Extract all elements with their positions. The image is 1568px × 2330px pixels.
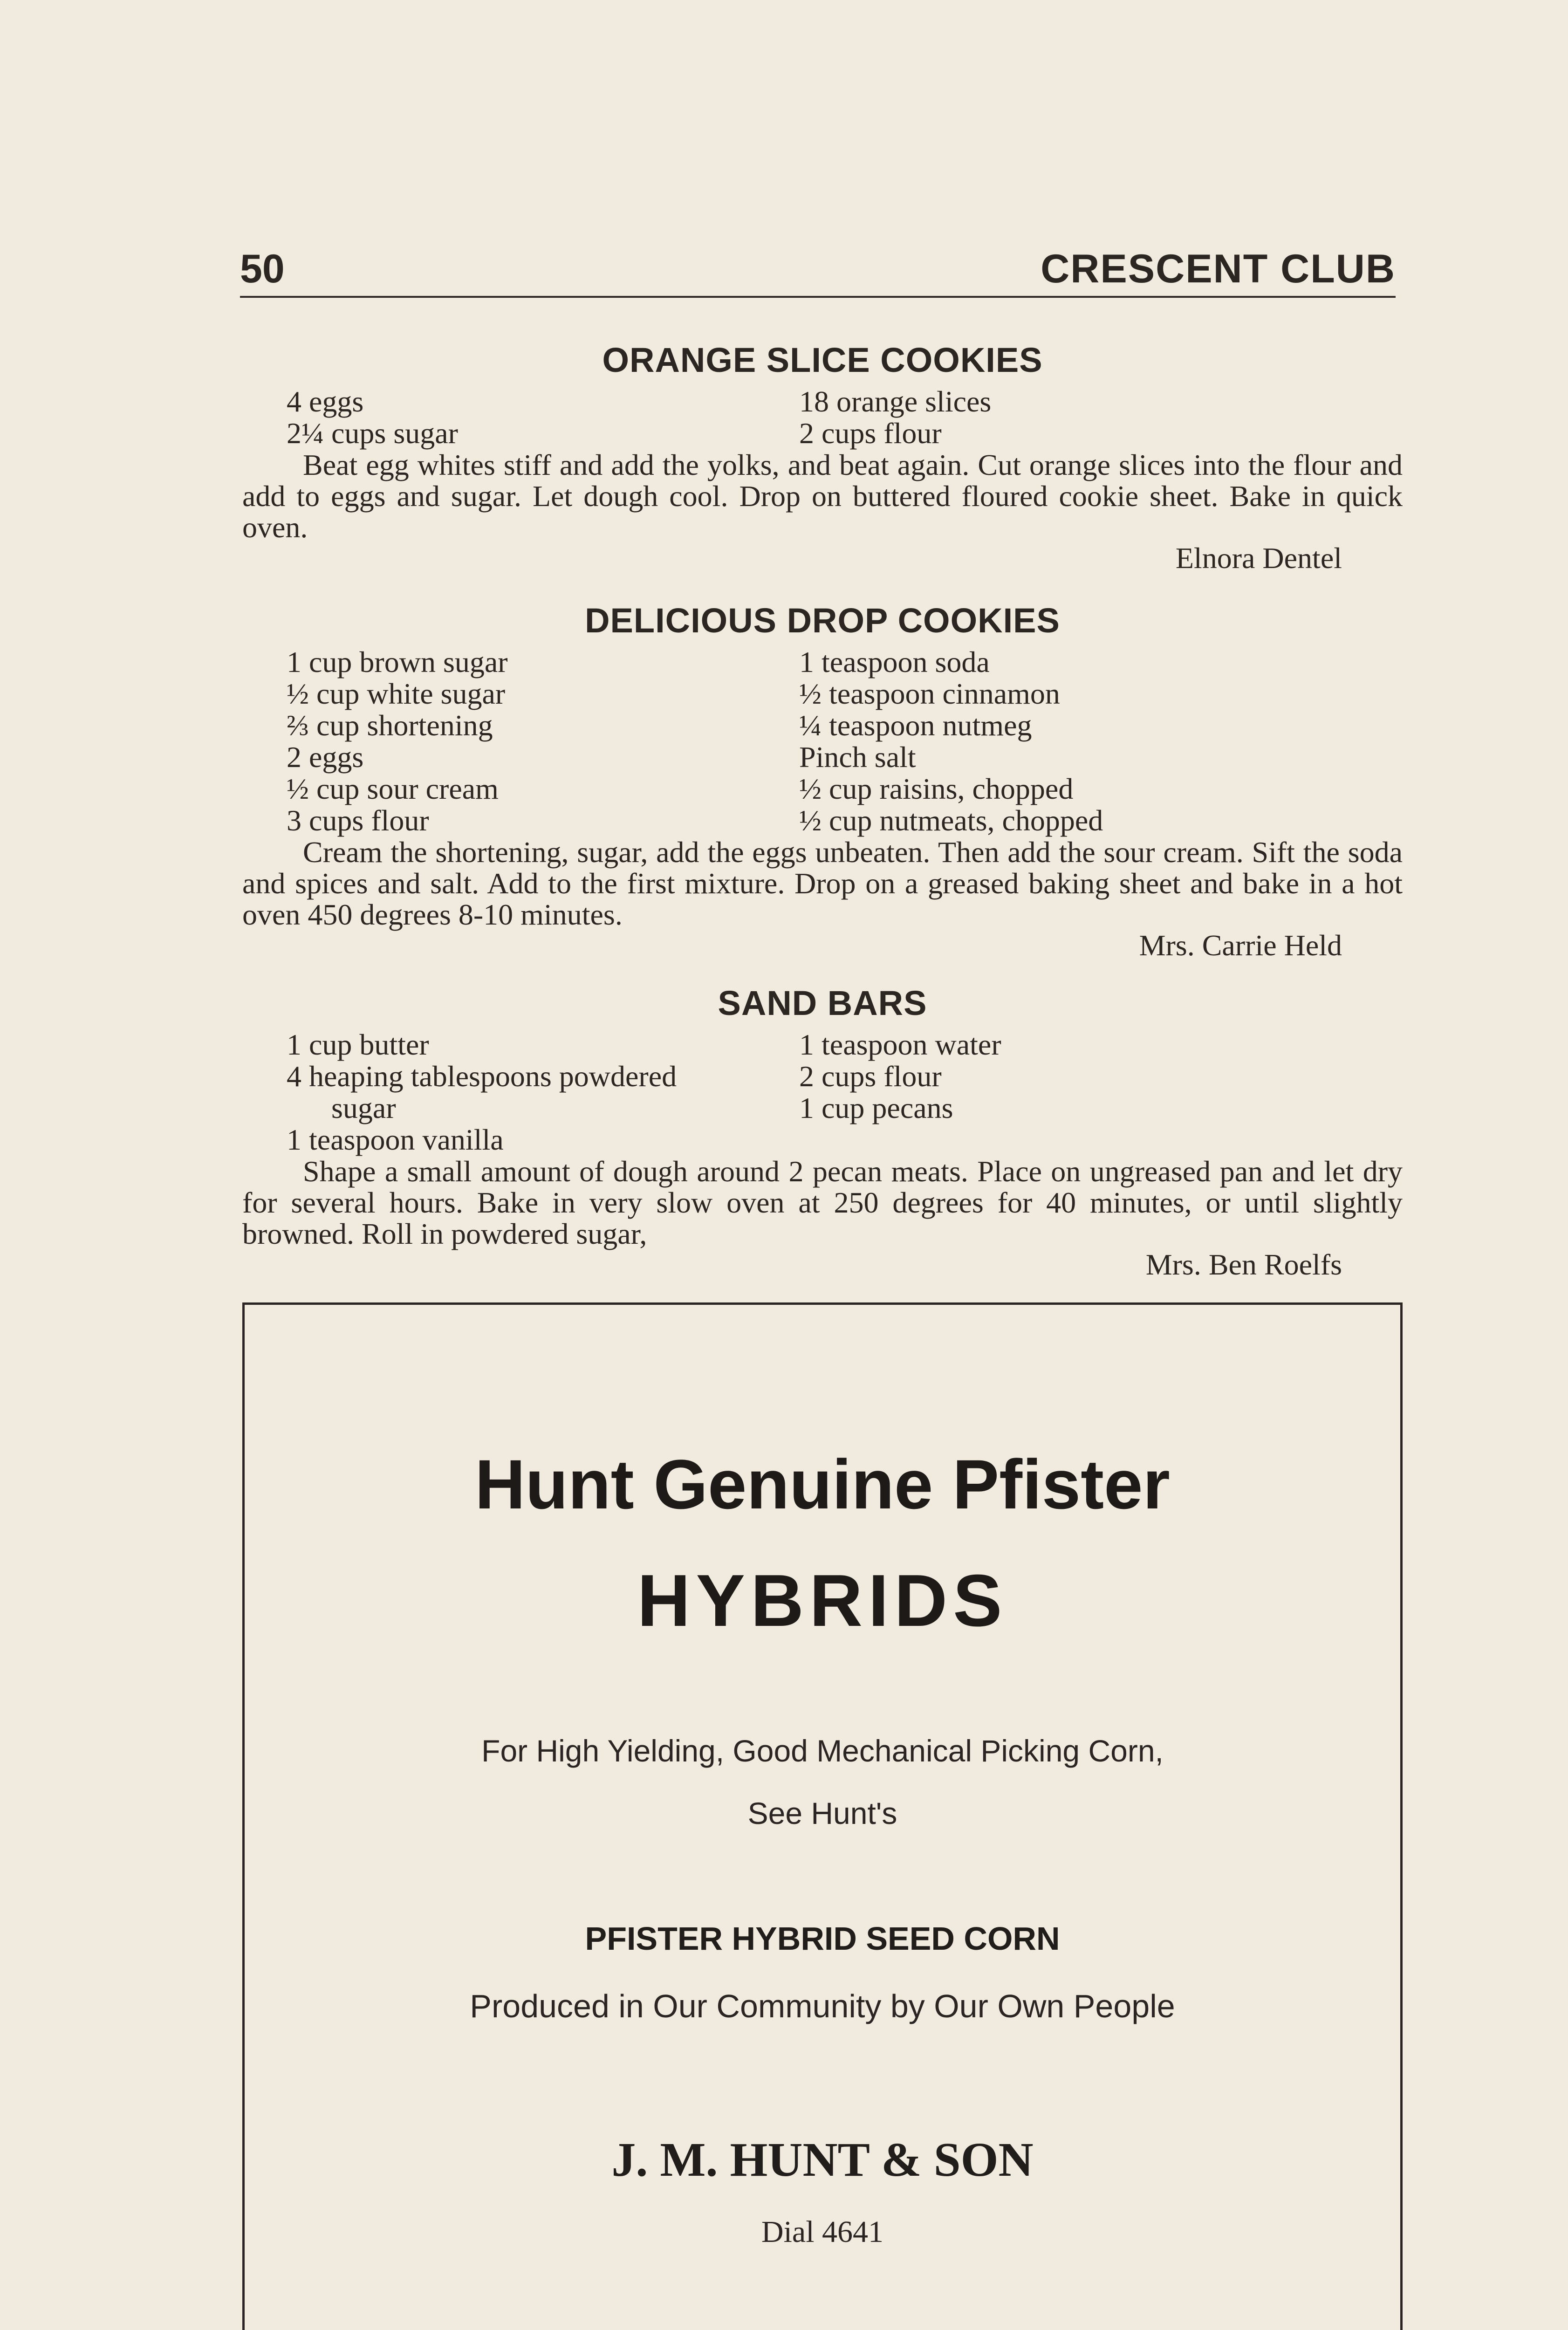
ingredient: sugar (287, 1091, 396, 1124)
ingredient: ⅔ cup shortening (287, 709, 493, 742)
ingredient: 2 eggs (287, 740, 364, 774)
ad-produced: Produced in Our Community by Our Own People (470, 1988, 1175, 2024)
ad-tagline-line-1: For High Yielding, Good Mechanical Picking Corn, (481, 1734, 1164, 1768)
recipe-author: Mrs. Carrie Held (1139, 929, 1342, 962)
ingredient: 1 cup butter (287, 1028, 429, 1061)
ad-product: HYBRIDS (637, 1560, 1008, 1642)
ingredients (242, 1029, 1403, 1156)
recipe-orange-slice-cookies (242, 335, 1403, 574)
ingredient: 1 teaspoon vanilla (287, 1123, 504, 1156)
ingredients (242, 646, 1403, 836)
ingredient: 2 cups flour (799, 417, 942, 450)
ingredients (242, 386, 1403, 449)
ingredients-left (242, 646, 799, 836)
recipe-title: DELICIOUS DROP COOKIES (585, 601, 1060, 640)
ingredient: ½ cup raisins, chopped (799, 772, 1074, 805)
recipe-delicious-drop-cookies (242, 595, 1403, 961)
recipe-directions: Beat egg whites stiff and add the yolks, and beat again. Cut orange slices into the flour and add to eggs and sugar. Let dough cool. Drop on buttered floured cookie sheet. Bake in quick oven. (242, 448, 1403, 544)
ingredient: 4 heaping tablespoons powdered (287, 1060, 677, 1093)
ad-seed-corn: PFISTER HYBRID SEED CORN (585, 1920, 1060, 1957)
ingredient: 2 cups flour (799, 1060, 942, 1093)
recipe-title: ORANGE SLICE COOKIES (602, 341, 1043, 379)
ad-dial: Dial 4641 (761, 2215, 884, 2249)
ingredients-right (799, 1029, 1403, 1156)
ingredients-right (799, 386, 1403, 449)
ingredient: 1 teaspoon water (799, 1028, 1001, 1061)
recipe-directions: Shape a small amount of dough around 2 pecan meats. Place on ungreased pan and let dry for several hours. Bake in very slow oven at 250 degrees for 40 minutes, or until slightly browned. Roll in powdered sugar, (242, 1155, 1403, 1250)
running-head: CRESCENT CLUB (1041, 247, 1396, 291)
ingredient: 2¼ cups sugar (287, 417, 458, 450)
ingredient: ½ cup white sugar (287, 677, 506, 710)
ingredient: 3 cups flour (287, 804, 429, 837)
ingredients-left (242, 1029, 799, 1156)
recipe-directions: Cream the shortening, sugar, add the eggs unbeaten. Then add the sour cream. Sift the soda and spices and salt. Add to the first mixture. Drop on a greased baking sheet and bake in a hot oven 450 degrees 8-10 minutes. (242, 836, 1403, 931)
ingredient: ½ teaspoon cinnamon (799, 677, 1060, 710)
page-header (240, 242, 1396, 298)
ad-brand: Hunt Genuine Pfister (475, 1445, 1170, 1523)
ingredient: 1 cup brown sugar (287, 645, 508, 678)
ingredients-left (242, 386, 799, 449)
ad-tagline-line-2: See Hunt's (747, 1796, 897, 1830)
ad-company: J. M. HUNT & SON (611, 2133, 1034, 2186)
ingredient: 4 eggs (287, 385, 364, 418)
recipe-title: SAND BARS (718, 984, 927, 1022)
ingredients-right (799, 646, 1403, 836)
ingredient: Pinch salt (799, 740, 916, 774)
recipe-author: Elnora Dentel (1175, 541, 1342, 575)
ingredient: 1 teaspoon soda (799, 645, 990, 678)
page-number: 50 (240, 247, 285, 291)
ingredient: 18 orange slices (799, 385, 992, 418)
ingredient: 1 cup pecans (799, 1091, 953, 1124)
ingredient: ¼ teaspoon nutmeg (799, 709, 1032, 742)
ingredient: ½ cup nutmeats, chopped (799, 804, 1103, 837)
ad-tagline (245, 1720, 1400, 1844)
ingredient: ½ cup sour cream (287, 772, 499, 805)
recipe-sand-bars (242, 978, 1403, 1280)
advertisement-box (242, 1302, 1403, 2330)
recipe-author: Mrs. Ben Roelfs (1145, 1248, 1342, 1281)
